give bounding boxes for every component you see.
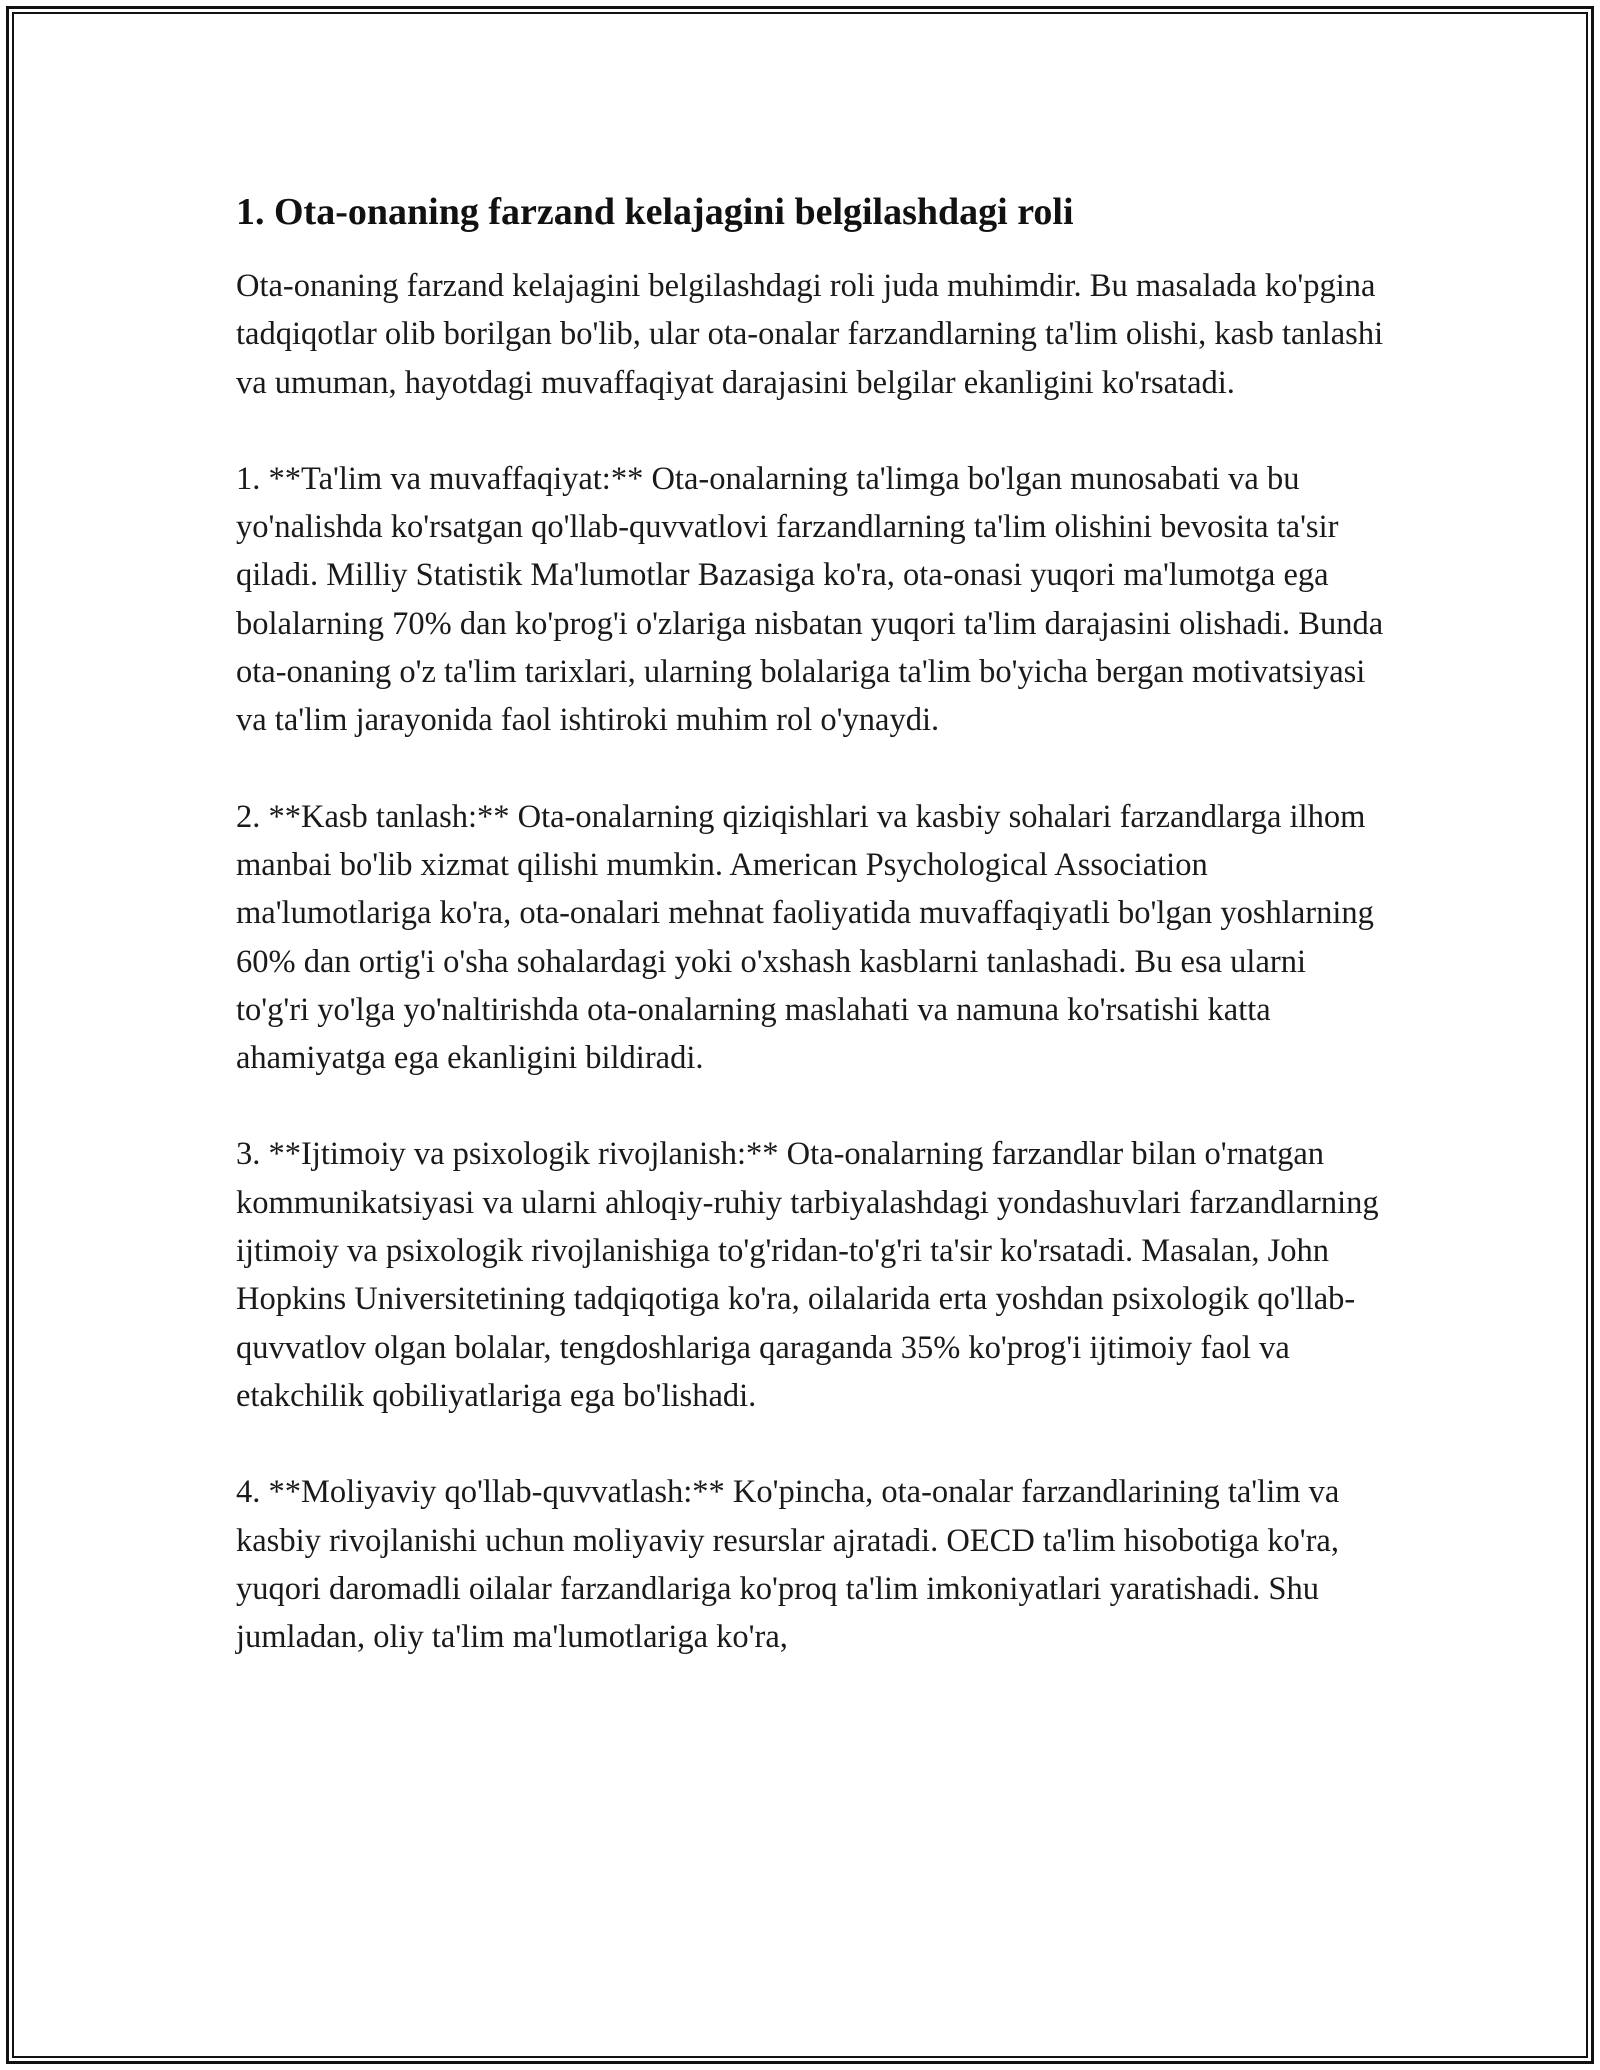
document-title: 1. Ota-onaning farzand kelajagini belgilashdagi roli bbox=[236, 191, 1074, 233]
section-social-paragraph: 3. **Ijtimoiy va psixologik rivojlanish:** Ota-onalarning farzandlar bilan o'rnatgan kommunikatsiyasi va ularni ahloqiy-ruhiy tarbiyalashdagi yondashuvlari farzandlarning ijtimoiy va psixologik rivojlanishiga to'g'ridan-to'g'ri ta'sir ko'rsatadi. Masalan, John Hopkins Universitetining tadqiqotiga ko'ra, oilalarida erta yoshdan psixologik qo'llab-quvvatlov olgan bolalar, tengdoshlariga qaraganda 35% ko'prog'i ijtimoiy faol va etakchilik qobiliyatlariga ega bo'lishadi. bbox=[236, 1136, 1379, 1414]
document-body bbox=[236, 184, 1386, 1709]
section-career-paragraph: 2. **Kasb tanlash:** Ota-onalarning qiziqishlari va kasbiy sohalari farzandlarga ilhom manbai bo'lib xizmat qilishi mumkin. American Psychological Association ma'lumotlariga ko'ra, ota-onalari mehnat faoliyatida muvaffaqiyatli bo'lgan yoshlarning 60% dan ortig'i o'sha sohalardagi yoki o'xshash kasblarni tanlashadi. Bu esa ularni to'g'ri yo'lga yo'naltirishda ota-onalarning maslahati va namuna ko'rsatishi katta ahamiyatga ega ekanligini bildiradi. bbox=[236, 798, 1374, 1077]
intro-paragraph: Ota-onaning farzand kelajagini belgilashdagi roli juda muhimdir. Bu masalada ko'pgina tadqiqotlar olib borilgan bo'lib, ular ota-onalar farzandlarning ta'lim olishi, kasb tanlashi va umuman, hayotdagi muvaffaqiyat darajasini belgilar ekanligini ko'rsatadi. bbox=[236, 268, 1384, 401]
section-education-paragraph: 1. **Ta'lim va muvaffaqiyat:** Ota-onalarning ta'limga bo'lgan munosabati va bu yo'nalishda ko'rsatgan qo'llab-quvvatlovi farzandlarning ta'lim olishini bevosita ta'sir qiladi. Milliy Statistik Ma'lumotlar Bazasiga ko'ra, ota-onasi yuqori ma'lumotga ega bolalarning 70% dan ko'prog'i o'zlariga nisbatan yuqori ta'lim darajasini olishadi. Bunda ota-onaning o'z ta'lim tarixlari, ularning bolalariga ta'lim bo'yicha bergan motivatsiyasi va ta'lim jarayonida faol ishtiroki muhim rol o'ynaydi. bbox=[236, 460, 1384, 739]
section-financial-paragraph: 4. **Moliyaviy qo'llab-quvvatlash:** Ko'pincha, ota-onalar farzandlarining ta'lim va kasbiy rivojlanishi uchun moliyaviy resurslar ajratadi. OECD ta'lim hisobotiga ko'ra, yuqori daromadli oilalar farzandlariga ko'proq ta'lim imkoniyatlari yaratishadi. Shu jumladan, oliy ta'lim ma'lumotlariga ko'ra, bbox=[236, 1474, 1340, 1656]
